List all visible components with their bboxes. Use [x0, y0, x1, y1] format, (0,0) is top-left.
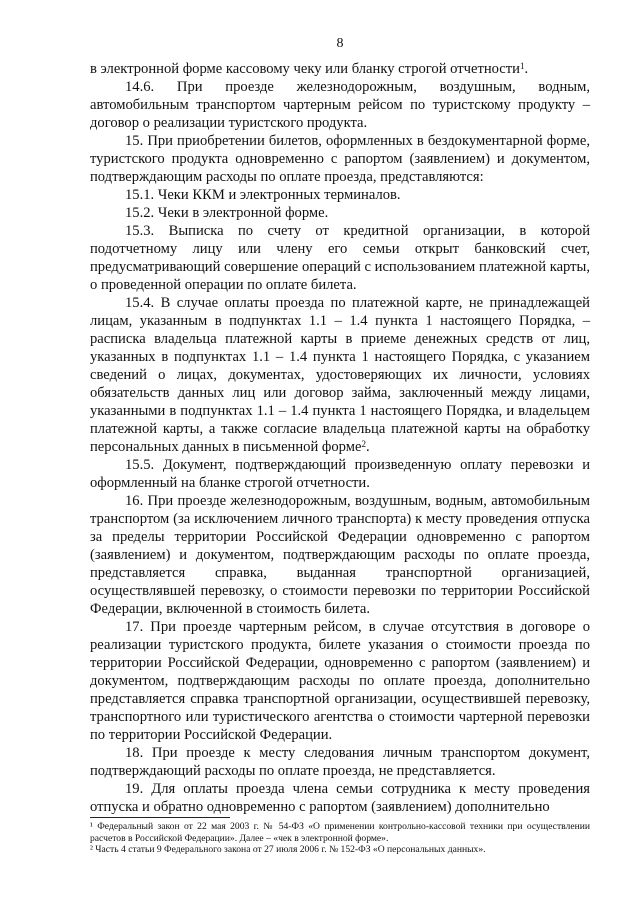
paragraph-tail: . [365, 439, 370, 455]
paragraph-15-4 [90, 294, 590, 456]
document-body [90, 60, 590, 816]
footnote-ref-1: 1 [519, 61, 525, 71]
paragraph-15-3: 15.3. Выписка по счету от кредитной организации, в которой подотчетному лицу или члену его семьи открыт банковский счет, предусматривающий совершение операций с использованием платежной карты, о проведенной операции по оплате билета. [90, 223, 590, 293]
paragraph-text: 15.4. В случае оплаты проезда по платежной карте, не принадлежащей лицам, указанным в подпунктах 1.1 – 1.4 пункта 1 настоящего Порядка, – расписка владельца платежной карты в приеме денежных средств от лиц, указанных в подпунктах 1.1 – 1.4 пункта 1 настоящего Порядка, с указанием сведений о лицах, документах, удостоверяющих их личности, условиях обязательств данных лиц или договор займа, заключенный между лицами, указанными в подпунктах 1.1 – 1.4 пункта 1 настоящего Порядка, и владельцем платежной карты, а также согласие владельца платежной карты на обработку персональных данных в письменной форме [90, 295, 590, 455]
page-number: 8 [336, 36, 344, 51]
paragraph-continuation [90, 60, 590, 78]
paragraph-text: в электронной форме кассовому чеку или бланку строгой отчетности [90, 61, 520, 77]
paragraph-15-2: 15.2. Чеки в электронной форме. [125, 205, 329, 221]
paragraph-17: 17. При проезде чартерным рейсом, в случае отсутствия в договоре о реализации туристского продукта, билете указания о стоимости проезда по территории Российской Федерации, одновременно с рапортом (заявлением) и документом, подтверждающим расходы по оплате проезда, дополнительно представляется справка транспортной организации, осуществившей перевозку, транспортного или туристического агентства о стоимости чартерной перевозки по территории Российской Федерации. [90, 619, 590, 743]
paragraph-15: 15. При приобретении билетов, оформленных в бездокументарной форме, туристского продукта одновременно с рапортом (заявлением) и документом, подтверждающим расходы по оплате проезда, представляются: [90, 133, 590, 185]
paragraph-15-1: 15.1. Чеки ККМ и электронных терминалов. [125, 187, 401, 203]
paragraph-15-5: 15.5. Документ, подтверждающий произведенную оплату перевозки и оформленный на бланке строгой отчетности. [90, 457, 590, 491]
paragraph-14-6: 14.6. При проезде железнодорожным, воздушным, водным, автомобильным транспортом чартерным рейсом по туристскому продукту – договор о реализации туристского продукта. [90, 79, 590, 131]
paragraph-18: 18. При проезде к месту следования личным транспортом документ, подтверждающий расходы по оплате проезда, не представляется. [90, 745, 590, 779]
paragraph-tail: . [524, 61, 529, 77]
footnote-ref-2: 2 [361, 439, 366, 449]
paragraph-19: 19. Для оплаты проезда члена семьи сотрудника к месту проведения отпуска и обратно одновременно с рапортом (заявлением) дополнительно [90, 781, 590, 815]
footnote-divider [90, 817, 230, 818]
footnote-1: ¹ Федеральный закон от 22 мая 2003 г. № 54-ФЗ «О применении контрольно-кассовой техники при осуществлении расчетов в Российской Федерации». Далее – «чек в электронной форме». [90, 821, 590, 844]
footnotes [90, 817, 590, 856]
paragraph-16: 16. При проезде железнодорожным, воздушным, водным, автомобильным транспортом (за исключением личного транспорта) к месту проведения отпуска за пределы территории Российской Федерации одновременно с рапортом (заявлением) и документом, подтверждающим расходы по оплате проезда, представляется справка, выданная транспортной организацией, осуществлявшей перевозку, о стоимости перевозки по территории Российской Федерации, включенной в стоимость билета. [90, 493, 590, 617]
footnote-2: ² Часть 4 статьи 9 Федерального закона от 27 июля 2006 г. № 152-ФЗ «О персональных данных». [90, 844, 486, 855]
